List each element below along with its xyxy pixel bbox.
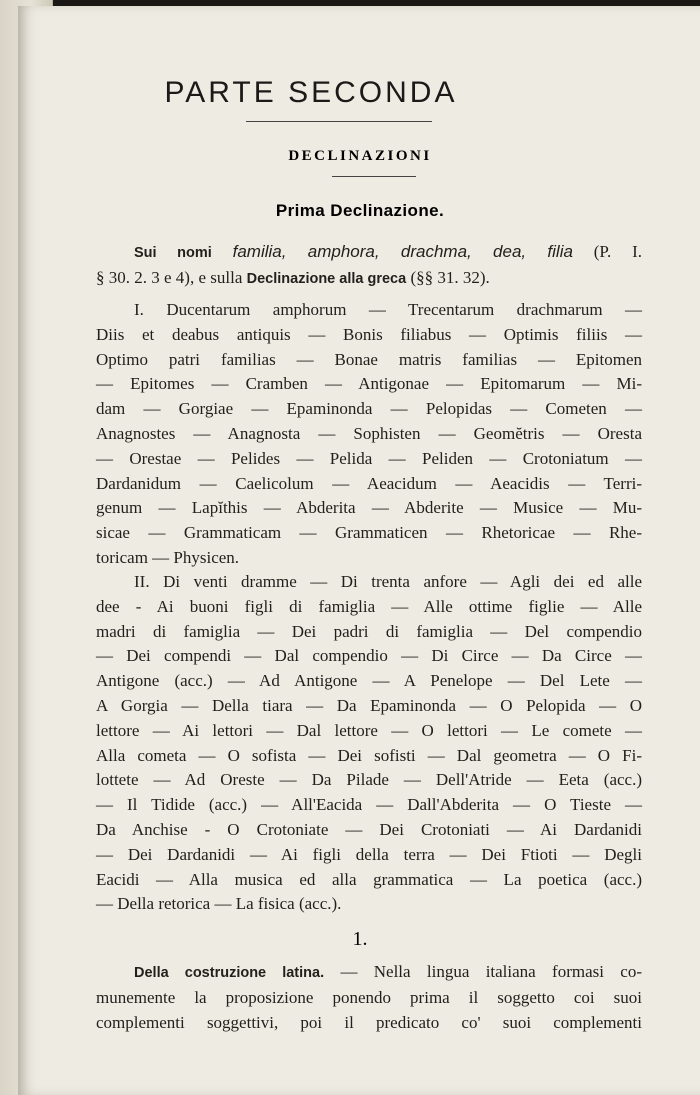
exercise_II-line: II. Di venti dramme — Di trenta anfore — Agli dei ed alle — [134, 572, 642, 591]
exercise_II-line: Da Anchise - O Crotoniate — Dei Crotoniati — Ai Dardanidi — [96, 819, 642, 839]
exercise_II-line: madri di famiglia — Dei padri di famiglia — Del compendio — [96, 621, 642, 641]
intro-ref2: § 30. 2. 3 e 4), e sulla — [96, 267, 243, 287]
section-rule — [332, 176, 416, 177]
exercise_II-line: dee - Ai buoni figli di famiglia — Alle ottime figlie — Alle — [96, 596, 642, 616]
exercise_I-line: I. Ducentarum amphorum — Trecentarum drachmarum — — [134, 300, 642, 319]
intro-paragraph — [96, 240, 642, 292]
exercise_I-line: dam — Gorgiae — Epaminonda — Pelopidas — Cometen — — [96, 399, 642, 419]
sub-title: Prima Declinazione. — [275, 201, 445, 220]
final-line-2: complementi soggettivi, poi il predicato co' suoi complementi — [96, 1012, 642, 1032]
exercise-I — [96, 298, 642, 571]
exercise_II-line: — Dei compendi — Dal compendio — Di Circe — Da Circe — — [96, 646, 642, 666]
exercise_II-line: — Il Tidide (acc.) — All'Eacida — Dall'Abderita — O Tieste — — [96, 795, 642, 815]
exercise_II-line: Alla cometa — O sofista — Dei sofisti — Dal geometra — O Fi- — [96, 745, 642, 765]
exercise_II-line: lottete — Ad Oreste — Da Pilade — Dell'Atride — Eeta (acc.) — [96, 770, 642, 790]
exercise_I-line: — Epitomes — Cramben — Antigonae — Epitomarum — Mi- — [96, 374, 642, 394]
exercise_II-line: Eacidi — Alla musica ed alla grammatica — La poetica (acc.) — [96, 869, 642, 889]
section-title: DECLINAZIONI — [288, 148, 432, 164]
exercise_II-line: Antigone (acc.) — Ad Antigone — A Penelope — Del Lete — — [96, 671, 642, 691]
final-paragraph — [96, 960, 642, 1035]
exercise_I-line: — Orestae — Pelides — Pelida — Peliden — Crotoniatum — — [96, 448, 642, 468]
section-number: 1. — [352, 928, 368, 950]
exercise_II-line: A Gorgia — Della tiara — Da Epaminonda — O Pelopida — O — [96, 695, 642, 715]
intro-lead: Sui nomi — [134, 245, 212, 261]
exercise_II-line: — Dei Dardanidi — Ai figli della terra — Dei Ftioti — Degli — [96, 844, 642, 864]
intro-lead2: Declinazione alla greca — [246, 270, 407, 287]
intro-ref1: (P. I. — [593, 242, 642, 261]
final-heading: Della costruzione latina. — [134, 965, 325, 981]
title-rule — [246, 121, 432, 122]
exercise_I-line: Dardanidum — Caelicolum — Aeacidum — Aeacidis — Terri- — [96, 473, 642, 493]
final-line-1: munemente la proposizione ponendo prima il soggetto coi suoi — [96, 987, 642, 1007]
exercise_I-line: toricam — Physicen. — [96, 547, 240, 567]
exercise_I-line: Anagnostes — Anagnosta — Sophisten — Geomĕtris — Oresta — [96, 423, 642, 443]
part-title: PARTE SECONDA — [164, 76, 458, 109]
exercise_II-line: — Della retorica — La fisica (acc.). — [96, 894, 342, 914]
final-line-0: — Nella lingua italiana formasi co- — [324, 962, 642, 981]
exercise-II — [96, 570, 642, 917]
intro-ref3: (§§ 31. 32). — [410, 267, 490, 287]
intro-words: familia, amphora, drachma, dea, filia — [232, 242, 573, 261]
exercise_I-line: sicae — Grammaticam — Grammaticen — Rhetoricae — Rhe- — [96, 523, 642, 543]
exercise_I-line: Optimo patri familias — Bonae matris familias — Epitomen — [96, 349, 642, 369]
exercise_I-line: Diis et deabus antiquis — Bonis filiabus — Optimis filiis — — [96, 324, 642, 344]
exercise_II-line: lettore — Ai lettori — Dal lettore — O lettori — Le comete — — [96, 720, 642, 740]
exercise_I-line: genum — Lapĭthis — Abderita — Abderite — Musice — Mu- — [96, 498, 642, 518]
